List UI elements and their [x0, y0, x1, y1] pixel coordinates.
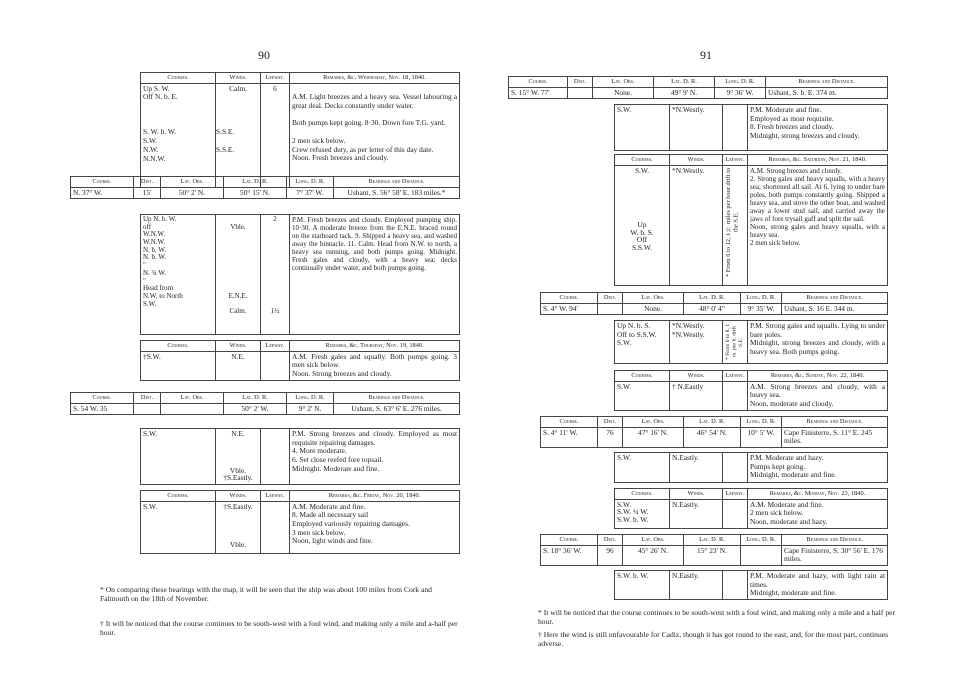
- col-leeway: Leeway.: [261, 491, 290, 502]
- col-courses: Courses.: [615, 371, 670, 382]
- col-remarks: Remarks, &c. Sunday, Nov. 22, 1840.: [748, 371, 888, 382]
- leeway-cell: [723, 165, 748, 285]
- winds-cell: *N.Westly.: [670, 165, 723, 285]
- pos-lat-dr: 48° 0' 4": [684, 303, 741, 315]
- pos-lat-obs: 47° 16' N.: [623, 427, 684, 447]
- course-cell: S.W.: [141, 429, 216, 485]
- leeway-cell: [723, 571, 748, 600]
- position-table-nov18: [70, 176, 460, 199]
- pos-lat-obs: 45° 26' N.: [623, 545, 684, 565]
- log-table-nov23-am: [614, 488, 888, 529]
- col-long-dr: Long. D. R.: [741, 417, 782, 428]
- log-table-nov21-pm: [614, 320, 888, 364]
- pos-lat-dr: 50° 15' N.: [224, 187, 287, 199]
- remarks-cell: P.M. Strong gales and squalls. Lying to under bare poles. Midnight, strong breezes and cloudy, with a heavy sea. Both pumps going.: [748, 321, 888, 364]
- col-dist: Dist.: [134, 393, 161, 404]
- remarks-cell: A.M. Strong breezes and cloudy. 2. Strong gales and heavy squalls, with a heavy sea; shortened all sail. At 6, lying to under bare poles, both pumps constantly going. Shipped a heavy sea, and stove the other boat, and washed away a lower stud sail, and carried away the jaws of fore trysail gaff and split the sail. Noon, strong gales and heavy squalls, with a heavy sea. 2 men sick below.: [748, 165, 888, 285]
- col-remarks: Remarks, &c. Wednesday, Nov. 18, 1840.: [290, 73, 460, 84]
- col-lat-obs: Lat. Obs.: [593, 77, 654, 88]
- winds-cell: Vble. E.N.E. Calm.: [216, 215, 261, 335]
- col-dist: Dist.: [134, 177, 161, 188]
- leeway-cell: [261, 429, 290, 485]
- col-leeway: Leeway.: [723, 371, 748, 382]
- pos-bearing: Ushant, S. 56° 58' E. 183 miles.*: [334, 187, 460, 199]
- col-lat-dr: Lat. D. R.: [684, 535, 741, 546]
- leeway-cell: [723, 321, 748, 364]
- leeway-cell: 2 1½: [261, 215, 290, 335]
- footnote-star: * It will be noticed that the course continues to be south-west with a foul wind, and making only a mile and a half per hour.: [538, 608, 896, 627]
- pos-course: N. 37° W.: [71, 187, 134, 199]
- pos-bearing: Cape Finisterre, S. 30° 56' E. 176 miles.: [782, 545, 888, 565]
- col-dist: Dist.: [568, 77, 593, 88]
- col-leeway: Leeway.: [723, 155, 748, 166]
- winds-cell: N.Eastly.: [670, 453, 723, 483]
- remarks-cell: A.M. Moderate and fine. 2 men sick below. Noon, moderate and hazy.: [748, 499, 888, 528]
- log-table-nov19-am: [140, 340, 460, 381]
- winds-sse-block: S.S.E. S.S.E.: [216, 127, 235, 154]
- col-lat-dr: Lat. D. R.: [224, 393, 287, 404]
- winds-cell: Calm.: [216, 83, 261, 187]
- course-cell: †S.W.: [141, 351, 216, 380]
- pos-long-dr: 9° 2' N.: [287, 403, 334, 415]
- col-course: Course.: [509, 77, 568, 88]
- remarks-text: 2 men sick below. Crew refused duty, as per letter of this day date. Noon. Fresh breezes and cloudy.: [292, 135, 434, 163]
- pos-lat-obs: None.: [623, 303, 684, 315]
- col-lat-obs: Lat. Obs.: [623, 293, 684, 304]
- pos-bearing: Ushant, S. 16 E. 344 m.: [782, 303, 888, 315]
- drift-note: * From 6 to 8, 1 m. per h. drift S.E.: [725, 323, 745, 361]
- col-lat-obs: Lat. Obs.: [161, 393, 224, 404]
- winds-cell: N.E.: [216, 351, 261, 380]
- pos-lat-dr: 50° 2' W.: [224, 403, 287, 415]
- col-course: Course.: [71, 177, 134, 188]
- col-winds: Winds.: [670, 489, 723, 500]
- winds-cell: †S.Eastly. Vble.: [216, 501, 261, 553]
- col-winds: Winds.: [216, 491, 261, 502]
- course-cell: Up N. b. S. Off to S.S.W. S.W.: [615, 321, 670, 364]
- log-table-nov21-am: [614, 154, 888, 286]
- course-cell: Up S. W. Off N. b. E.: [141, 83, 216, 187]
- right-page: [490, 0, 980, 697]
- col-winds: Winds.: [670, 371, 723, 382]
- pos-long-dr: [741, 545, 782, 565]
- pos-bearing: Ushant, S. b. E. 374 m.: [766, 87, 888, 99]
- pos-dist: [568, 87, 593, 99]
- col-lat-dr: Lat. D. R.: [224, 177, 287, 188]
- leeway-cell: [261, 351, 290, 380]
- page-number-left: 90: [258, 48, 270, 62]
- course-cell: S.W.: [615, 453, 670, 483]
- remarks-text: Both pumps kept going. 8·30. Down fore T.G. yard.: [292, 118, 446, 128]
- position-table-nov19: [70, 392, 460, 415]
- remarks-cell: P.M. Fresh breezes and cloudy. Employed pumping ship. 10·30. A moderate breeze from the E.N.E. braced round on the starboard tack. 9. Shipped a heavy sea, and washed away the binnacle. 11. Calm. Head from N.W. to north, a heavy sea running, and both pumps going. Midnight. Fresh gales and cloudy, with a heavy sea; decks continually under water, and both pumps going.: [290, 215, 460, 335]
- pos-course: S. 15° W. 77': [509, 87, 568, 99]
- course-cell: S.W.: [141, 501, 216, 553]
- col-remarks: Remarks, &c. Friday, Nov. 20, 1840.: [290, 491, 460, 502]
- col-leeway: Leeway.: [261, 341, 290, 352]
- col-lat-dr: Lat. D. R.: [684, 417, 741, 428]
- course-cell: Up N. b. W. off W.N.W. W.N.W. N. b. W. N. b. W. " N. ¾ W. " Head from N.W. to North S.W.: [141, 215, 216, 335]
- pos-bearing: Ushant, S. 63° 6' E. 276 miles.: [334, 403, 460, 415]
- col-winds: Winds.: [670, 155, 723, 166]
- col-long-dr: Long. D. R.: [287, 393, 334, 404]
- col-leeway: Leeway.: [261, 73, 290, 84]
- col-lat-obs: Lat. Obs.: [623, 417, 684, 428]
- col-courses: Courses.: [141, 341, 216, 352]
- remarks-cell: P.M. Moderate and hazy. Pumps kept going. Midnight, moderate and fine.: [748, 453, 888, 483]
- remarks-cell: A.M. Moderate and fine. 8. Made all necessary sail Employed variously repairing damages. 3 men sick below. Noon, light winds and fine.: [290, 501, 460, 553]
- remarks-cell: P.M. Moderate and fine. Employed as most requisite. 8. Fresh breezes and cloudy. Midnight, strong breezes and cloudy.: [748, 105, 888, 151]
- col-dist: Dist.: [598, 535, 623, 546]
- log-table-nov22-pm: [614, 452, 888, 483]
- col-courses: Courses.: [615, 155, 670, 166]
- col-courses: Courses.: [615, 489, 670, 500]
- page-number-right: 91: [700, 48, 712, 62]
- leeway-cell: [723, 381, 748, 410]
- pos-course: S. 4° 11' W.: [541, 427, 598, 447]
- pos-dist: [134, 403, 161, 415]
- pos-dist: [598, 303, 623, 315]
- remarks-cell: P.M. Moderate and hazy, with light rain at times. Midnight, moderate and fine.: [748, 571, 888, 600]
- col-long-dr: Long. D. R.: [741, 535, 782, 546]
- col-long-dr: Long. D. R.: [287, 177, 334, 188]
- col-winds: Winds.: [216, 341, 261, 352]
- pos-lat-dr: 15° 23' N.: [684, 545, 741, 565]
- course-cell: S.W. b. W.: [615, 571, 670, 600]
- log-table-nov19-pm: [140, 428, 460, 485]
- pos-long-dr: 10° 5' W.: [741, 427, 782, 447]
- pos-long-dr: 7° 37' W.: [287, 187, 334, 199]
- col-remarks: Remarks, &c. Thursday, Nov. 19, 1840.: [290, 341, 460, 352]
- remarks-cell: [290, 83, 460, 187]
- pos-course: S. 18° 36' W.: [541, 545, 598, 565]
- col-bearings: Bearings and Distance.: [766, 77, 888, 88]
- leeway-cell: [723, 453, 748, 483]
- col-course: Course.: [541, 417, 598, 428]
- winds-cell: *N.Westly. *N.Westly.: [670, 321, 723, 364]
- log-table-nov20: [140, 490, 460, 554]
- pos-lat-dr: 46° 54' N.: [684, 427, 741, 447]
- winds-cell: N.Eastly.: [670, 571, 723, 600]
- col-long-dr: Long. D. R.: [715, 77, 766, 88]
- col-dist: Dist.: [598, 293, 623, 304]
- col-bearings: Bearings and Distance.: [334, 177, 460, 188]
- pos-lat-obs: None.: [593, 87, 654, 99]
- col-leeway: Leeway.: [723, 489, 748, 500]
- leeway-cell: 6: [261, 83, 290, 187]
- col-long-dr: Long. D. R.: [741, 293, 782, 304]
- col-course: Course.: [541, 293, 598, 304]
- col-lat-obs: Lat. Obs.: [161, 177, 224, 188]
- col-dist: Dist.: [598, 417, 623, 428]
- log-table-nov22-am: [614, 370, 888, 411]
- col-winds: Winds.: [216, 73, 261, 84]
- course-cell: S.W.: [615, 381, 670, 410]
- pos-lat-dr: 49° 9' N.: [654, 87, 715, 99]
- col-remarks: Remarks, &c. Saturday, Nov. 21, 1840.: [748, 155, 888, 166]
- log-table-nov23-pm: [614, 570, 888, 600]
- pos-dist: 96: [598, 545, 623, 565]
- pos-dist: 15': [134, 187, 161, 199]
- remarks-cell: A.M. Strong breezes and cloudy, with a heavy sea. Noon, moderate and cloudy.: [748, 381, 888, 410]
- pos-bearing: Cape Finisterre, S. 11° E. 245 miles.: [782, 427, 888, 447]
- pos-long-dr: 9° 35' W.: [741, 303, 782, 315]
- winds-cell: † N.Eastly: [670, 381, 723, 410]
- col-remarks: Remarks, &c. Monday, Nov. 23, 1840.: [748, 489, 888, 500]
- winds-cell: N.Eastly.: [670, 499, 723, 528]
- remarks-cell: P.M. Strong breezes and cloudy. Employed as most requisite repairing damages. 4. More moderate. 6. Set close reefed fore topsail. Midnight. Moderate and fine.: [290, 429, 460, 485]
- leeway-cell: [261, 501, 290, 553]
- pos-long-dr: 9° 36' W.: [715, 87, 766, 99]
- course-cell: S.W. Up W. b. S. Off S.S.W.: [615, 165, 670, 285]
- winds-cell: *N.Westly.: [670, 105, 723, 151]
- leeway-cell: [723, 105, 748, 151]
- pos-dist: 76: [598, 427, 623, 447]
- remarks-cell: A.M. Fresh gales and squally. Both pumps going. 3 men sick below. Noon. Strong breezes and cloudy.: [290, 351, 460, 380]
- col-courses: Courses.: [141, 73, 216, 84]
- course-cell: S.W. S.W. ¼ W. S.W. b. W.: [615, 499, 670, 528]
- col-bearings: Bearings and Distance.: [782, 417, 888, 428]
- leeway-cell: [723, 499, 748, 528]
- pos-course: S. 4° W. 94': [541, 303, 598, 315]
- remarks-text: A.M. Light breezes and a heavy sea. Vessel labouring a great deal. Decks constantly under water.: [292, 92, 457, 111]
- footnote-dagger: † Here the wind is still unfavourable for Cadiz, though it has got round to the east, and, for the most part, continues adverse.: [538, 630, 889, 649]
- log-table-nov20-pm: [614, 104, 888, 151]
- pos-course: S. 54 W. 35: [71, 403, 134, 415]
- course-cell: S.W.: [615, 105, 670, 151]
- col-lat-dr: Lat. D. R.: [654, 77, 715, 88]
- position-table-top: [508, 76, 888, 99]
- col-courses: Courses.: [141, 491, 216, 502]
- pos-lat-obs: [161, 403, 224, 415]
- course-sw-block: S. W. b. W. S.W. N.W. N.N.W.: [143, 127, 177, 163]
- col-bearings: Bearings and Distance.: [334, 393, 460, 404]
- footnote-dagger: † It will be noticed that the course continues to be south-west with a foul wind, and making only a mile and a-half per hour.: [100, 619, 458, 638]
- footnote-star: * On comparing these bearings with the map, it will be seen that the ship was about 100 miles from Cork and Falmouth on the 18th of November.: [100, 585, 432, 604]
- winds-cell: N.E. Vble. †S.Eastly.: [216, 429, 261, 485]
- log-table-nov18-am: [140, 72, 460, 188]
- position-table-nov21: [540, 292, 888, 315]
- pos-lat-obs: 50° 2' N.: [161, 187, 224, 199]
- col-lat-obs: Lat. Obs.: [623, 535, 684, 546]
- position-table-nov22: [540, 416, 888, 448]
- drift-note: * From 6 to 12, 1½ miles per hour drift to the S.E.: [725, 167, 740, 277]
- col-course: Course.: [541, 535, 598, 546]
- log-table-nov18-pm: [140, 214, 460, 335]
- col-lat-dr: Lat. D. R.: [684, 293, 741, 304]
- col-bearings: Bearings and Distance.: [782, 535, 888, 546]
- col-course: Course.: [71, 393, 134, 404]
- col-bearings: Bearings and Distance.: [782, 293, 888, 304]
- position-table-nov23: [540, 534, 888, 566]
